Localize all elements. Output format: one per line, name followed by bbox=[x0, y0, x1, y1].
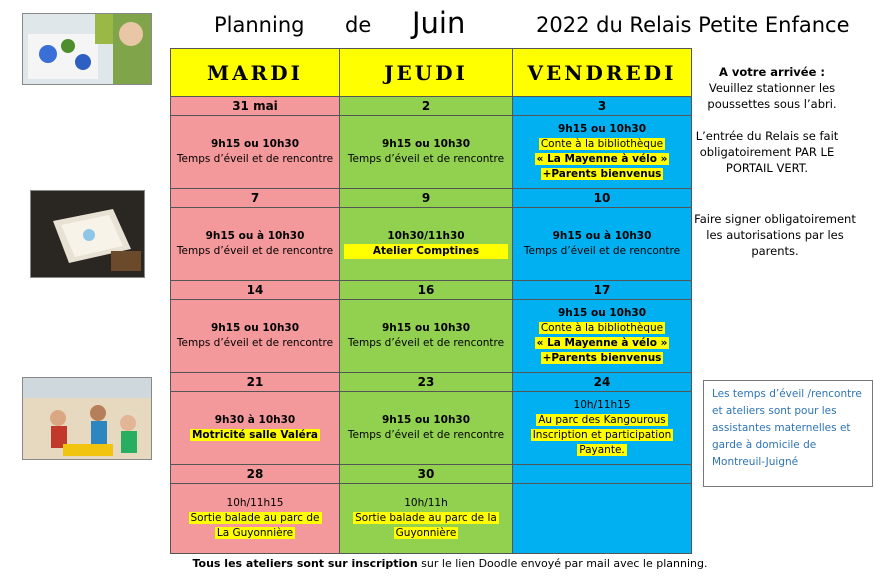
date-row bbox=[171, 189, 692, 208]
event-desc: Temps d’éveil et de rencontre bbox=[176, 153, 334, 165]
event-cell bbox=[171, 116, 340, 189]
event-desc: Au parc des Kangourous bbox=[538, 414, 666, 426]
col-header-jeudi: JEUDI bbox=[340, 49, 513, 97]
event-desc: Temps d’éveil et de rencontre bbox=[176, 337, 334, 349]
date-cell: 10 bbox=[513, 189, 692, 208]
arrival-note bbox=[698, 64, 846, 112]
event-cell bbox=[171, 300, 340, 373]
event-time: 9h30 à 10h30 bbox=[214, 414, 296, 426]
event-desc: Temps d’éveil et de rencontre bbox=[176, 245, 334, 257]
date-cell: 30 bbox=[340, 465, 513, 484]
event-time: 10h30/11h30 bbox=[387, 230, 465, 242]
event-cell bbox=[171, 392, 340, 465]
event-cell bbox=[513, 392, 692, 465]
event-time: 9h15 ou 10h30 bbox=[210, 322, 300, 334]
planning-table bbox=[170, 48, 692, 554]
title-rest: 2022 du Relais Petite Enfance bbox=[536, 13, 850, 37]
event-desc: Guyonnière bbox=[395, 527, 457, 539]
date-cell: 16 bbox=[340, 281, 513, 300]
event-desc: +Parents bienvenus bbox=[542, 352, 662, 364]
event-time: 9h15 ou 10h30 bbox=[210, 138, 300, 150]
title-word-planning: Planning bbox=[214, 13, 305, 37]
photo-children-playing bbox=[22, 377, 152, 460]
event-row bbox=[171, 484, 692, 554]
event-time: 9h15 ou 10h30 bbox=[381, 322, 471, 334]
event-desc: Payante. bbox=[579, 444, 625, 456]
event-cell bbox=[340, 484, 513, 554]
event-desc: Temps d’éveil et de rencontre bbox=[347, 153, 505, 165]
event-desc: Temps d’éveil et de rencontre bbox=[347, 429, 505, 441]
col-header-mardi: MARDI bbox=[171, 49, 340, 97]
event-row bbox=[171, 208, 692, 281]
event-cell bbox=[513, 116, 692, 189]
event-desc: La Guyonnière bbox=[216, 527, 294, 539]
event-desc: « La Mayenne à vélo » bbox=[536, 153, 668, 165]
date-cell: 2 bbox=[340, 97, 513, 116]
event-desc: « La Mayenne à vélo » bbox=[536, 337, 668, 349]
event-time: 9h15 ou 10h30 bbox=[557, 307, 647, 319]
date-cell: 17 bbox=[513, 281, 692, 300]
event-cell bbox=[513, 208, 692, 281]
date-cell: 23 bbox=[340, 373, 513, 392]
event-time: 9h15 ou 10h30 bbox=[381, 138, 471, 150]
event-time: 10h/11h bbox=[404, 497, 448, 509]
date-cell: 7 bbox=[171, 189, 340, 208]
event-cell bbox=[171, 208, 340, 281]
event-desc: Temps d’éveil et de rencontre bbox=[523, 245, 681, 257]
photo-painting-children bbox=[22, 13, 152, 85]
footer-bold: Tous les ateliers sont sur inscription bbox=[192, 557, 418, 570]
date-cell: 31 mai bbox=[171, 97, 340, 116]
event-row bbox=[171, 300, 692, 373]
event-desc: Atelier Comptines bbox=[344, 244, 508, 259]
event-time: 10h/11h15 bbox=[226, 497, 284, 509]
arrival-text: Veuillez stationner les poussettes sous l’abri. bbox=[707, 81, 837, 111]
event-desc: Motricité salle Valéra bbox=[191, 429, 318, 441]
date-cell: 9 bbox=[340, 189, 513, 208]
entrance-note: L’entrée du Relais se fait obligatoirement PAR LE PORTAIL VERT. bbox=[695, 129, 839, 175]
event-cell bbox=[171, 484, 340, 554]
footer-note bbox=[190, 557, 710, 570]
event-time: 9h15 ou 10h30 bbox=[557, 123, 647, 135]
date-row bbox=[171, 373, 692, 392]
event-cell bbox=[340, 116, 513, 189]
event-time: 9h15 ou 10h30 bbox=[381, 414, 471, 426]
event-row bbox=[171, 392, 692, 465]
title-word-de: de bbox=[345, 13, 372, 37]
event-desc: Temps d’éveil et de rencontre bbox=[347, 337, 505, 349]
header-row bbox=[171, 49, 692, 97]
title-month: Juin bbox=[412, 6, 466, 40]
event-desc: Sortie balade au parc de la bbox=[355, 512, 497, 524]
date-row bbox=[171, 281, 692, 300]
event-cell bbox=[340, 392, 513, 465]
event-desc: Conte à la bibliothèque bbox=[540, 322, 664, 334]
col-header-vendredi: VENDREDI bbox=[513, 49, 692, 97]
date-cell: 3 bbox=[513, 97, 692, 116]
event-cell bbox=[340, 208, 513, 281]
event-cell bbox=[340, 300, 513, 373]
date-cell: 24 bbox=[513, 373, 692, 392]
photo-light-table bbox=[30, 190, 145, 278]
event-time: 9h15 ou à 10h30 bbox=[205, 230, 305, 242]
date-cell: 28 bbox=[171, 465, 340, 484]
event-cell-empty bbox=[513, 484, 692, 554]
event-time: 9h15 ou à 10h30 bbox=[552, 230, 652, 242]
authorization-note: Faire signer obligatoirement les autorisations par les parents. bbox=[694, 212, 856, 258]
event-row bbox=[171, 116, 692, 189]
date-row bbox=[171, 465, 692, 484]
info-box: Les temps d’éveil /rencontre et ateliers sont pour les assistantes maternelles et garde à domicile de Montreuil-Juigné bbox=[703, 380, 873, 487]
event-time: 10h/11h15 bbox=[573, 399, 631, 411]
arrival-title: A votre arrivée : bbox=[718, 65, 825, 79]
event-desc: Inscription et participation bbox=[532, 429, 672, 441]
date-cell: 21 bbox=[171, 373, 340, 392]
date-cell: 14 bbox=[171, 281, 340, 300]
event-desc: Conte à la bibliothèque bbox=[540, 138, 664, 150]
footer-rest: sur le lien Doodle envoyé par mail avec le planning. bbox=[417, 557, 708, 570]
event-cell bbox=[513, 300, 692, 373]
event-desc: Sortie balade au parc de bbox=[190, 512, 320, 524]
event-desc: +Parents bienvenus bbox=[542, 168, 662, 180]
date-row bbox=[171, 97, 692, 116]
date-cell bbox=[513, 465, 692, 484]
